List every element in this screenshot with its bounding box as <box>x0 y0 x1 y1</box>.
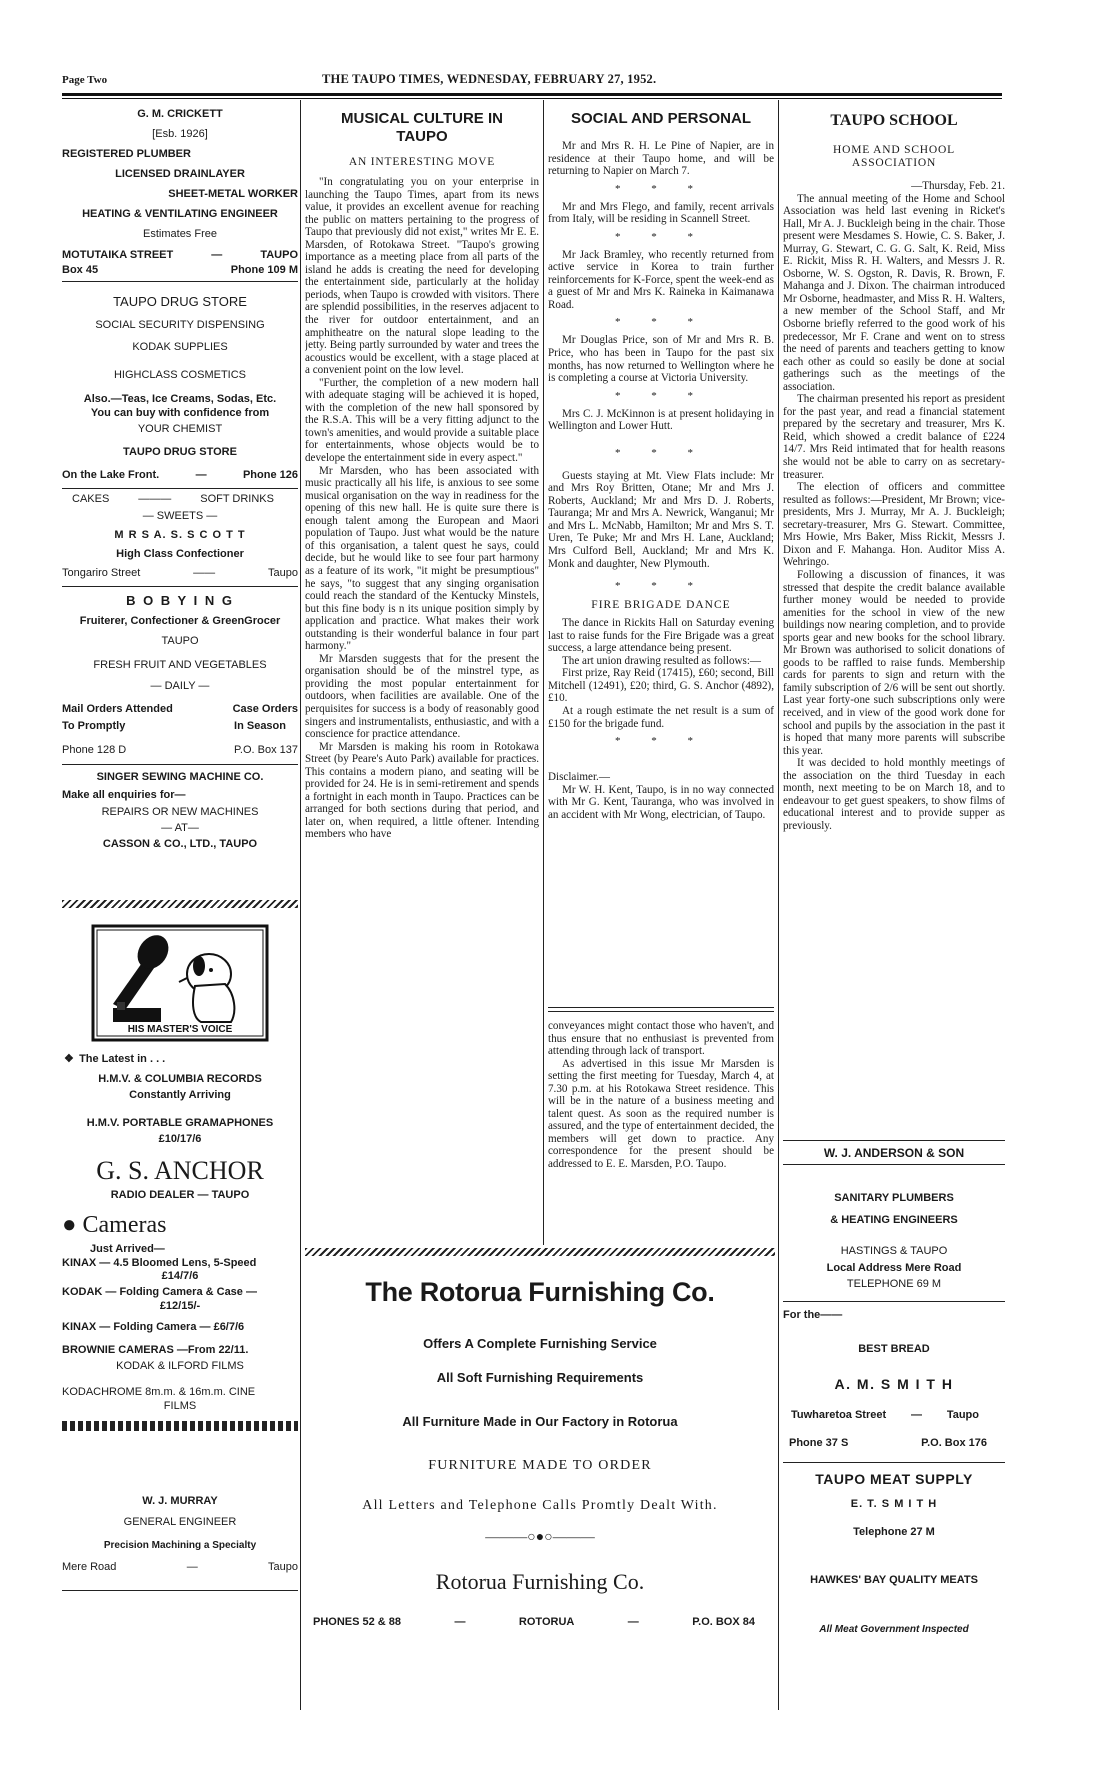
masthead-rule-thin <box>62 98 1002 99</box>
ad-divider <box>783 1462 1005 1463</box>
article-paragraph: The dance in Rickits Hall on Saturday evening last to raise funds for the Fire Brigade was a great success, a large attendance being present. <box>548 617 774 655</box>
separator-stars: * * * <box>615 230 707 243</box>
column4-ads <box>783 1143 1005 1723</box>
ad-address: Tuwharetoa Street — Taupo <box>791 1409 979 1421</box>
ad-address: Mere Road — Taupo <box>62 1561 298 1573</box>
ad-line: FILMS <box>163 1400 197 1412</box>
paper-title: THE TAUPO TIMES, WEDNESDAY, FEBRUARY 27, 1952. <box>322 72 657 86</box>
article-dateline: —Thursday, Feb. 21. <box>911 180 1005 192</box>
page-label: Page Two <box>62 74 108 86</box>
ad-name: G. S. ANCHOR <box>96 1156 264 1185</box>
singer-ad <box>62 768 298 852</box>
social-item: Mr and Mrs R. H. Le Pine of Napier, are in residence at their Taupo home, and will be returning to Napier on March 7. <box>548 140 774 178</box>
ad-line: £14/7/6 <box>161 1270 199 1282</box>
logo-caption: HIS MASTER'S VOICE <box>127 1024 233 1035</box>
hand-icon: ❖ <box>64 1053 74 1065</box>
circle-icon: ○ <box>544 1530 553 1545</box>
ad-name: The Rotorua Furnishing Co. <box>365 1277 715 1307</box>
dot-icon: ● <box>535 1530 545 1545</box>
ad-line: TELEPHONE 69 M <box>846 1278 942 1290</box>
ad-line: ❖ The Latest in . . . <box>62 1048 298 1070</box>
ad-address: MOTUTAIKA STREET — TAUPO <box>62 249 298 261</box>
article-paragraph: Mr Marsden is making his room in Rotokawa Street (by Peare's Auto Park) available for practices. This contains a modern piano, and seating will be provided for 24. He is in semi-retirement and spends a fortnight in each month in Taupo. Practices can be arranged for both sections during that period, and later on, when required, a little oftener. Intending members who have <box>305 740 539 841</box>
scott-ad <box>62 491 298 584</box>
ad-line: SANITARY PLUMBERS <box>834 1192 954 1204</box>
social-item: Mr Jack Bramley, who recently returned from active service in Korea to train further reinforcements for K-Force, spent the week-end as a guest of Mr and Mrs K. Raineka in Kaimanawa Road. <box>548 248 774 311</box>
ad-divider <box>62 281 298 282</box>
ad-name: SINGER SEWING MACHINE CO. <box>96 771 264 783</box>
article-paragraph: The annual meeting of the Home and School Association was held last evening in Ricket's Hall, Mr A. J. Buckleigh being in the chair. Those present were Mesdames S. Howie, C. S. Baker, J. Murray, G. Stewart, C. G. G. Salt, K. Reid, Miss E. Rickit, Miss R. H. Walters, and Messrs J. R. Osborne, W. S. Ogston, R. Davis, R. Brown, F. Mahanga and J. Dixon. The chairman introduced Mr Osborne, headmaster, and Miss R. H. Walters, a new member of the School Staff, and Mr Osborne briefly referred to the good work of his predecessor, Mr F. Crane and went on to stress the need of parents and teachers getting to know each other as could so easily be done at social gatherings such as the meetings of the association. <box>783 192 1005 393</box>
ad-line: Precision Machining a Specialty <box>103 1540 257 1551</box>
ad-line: BEST BREAD <box>858 1343 930 1355</box>
ad-line: HAWKES' BAY QUALITY MEATS <box>810 1574 978 1586</box>
ad-line: Local Address Mere Road <box>826 1262 962 1274</box>
article-paragraph: Mr Marsden, who has been associated with music practically all his life, is anxious to see some musical organisation on the way in readiness for the opening of this new hall. He is quite sure there is enough talent among the European and Maori population of Taupo. Just what would be the nature of this organisation, a talent quest he says, could decide, but he would like to see four part harmony as a feature of its work, "it might be presumptious" he says, "to suggest that any singing organisation could reach the standard of the Kentucky Minstels, but this fine body is n its unique position simply by application and practice. What makes their work outstanding is their wonderful balance in four part harmony." <box>305 464 539 653</box>
separator-stars: * * * <box>615 182 707 195</box>
ad-line: — SWEETS — <box>142 510 218 522</box>
article-paragraph: It was decided to hold monthly meetings of the association on the third Tuesday in each month, next meeting to be on March 18, and to endeavour to get guest speakers, to show films of educational interest and to provide supper as previously. <box>783 757 1005 832</box>
ad-line: Also.—Teas, Ice Creams, Sodas, Etc. <box>83 393 277 405</box>
article-paragraph: "In congratulating you on your enterprise in launching the Taupo Times, apart from its news value, it provides an excellent avenue for reaching the public on matters pertaining to the progress of Taupo that previously did not exist," writes Mr E. E. Marsden, of Rotokawa Street. "Taupo's growing importance as a meeting place from all parts of the island he adds is creating the need for developing the entertainment side, particularly at the holiday periods, when Taupo is crowded with visitors. There are splendid possibilities, in the reserves adjacent to the river for outdoor entertainment, and an amphitheatre on the natural slope leading to the jetty. Being partly surrounded by water and trees the acoustics would be excellent, with a stage placed at a convenient point on the low level. <box>305 176 539 377</box>
ornament-divider: ———○●○——— <box>485 1530 595 1545</box>
ad-divider <box>62 764 298 765</box>
ad-line: Phone 37 S P.O. Box 176 <box>789 1437 987 1449</box>
bob-ying-ad <box>62 589 298 761</box>
bullet-icon: ● <box>62 1212 77 1238</box>
ad-divider <box>62 586 298 587</box>
cameras-heading: ● Cameras <box>62 1212 167 1238</box>
article-paragraph: At a rough estimate the net result is a sum of £150 for the brigade fund. <box>548 704 774 730</box>
separator-stars: * * * <box>615 389 707 402</box>
ad-line: [Esb. 1926] <box>152 128 208 140</box>
section-heading: FIRE BRIGADE DANCE <box>591 599 731 612</box>
article-headline: SOCIAL AND PERSONAL <box>570 110 751 127</box>
his-masters-voice-logo <box>91 924 269 1042</box>
section-divider <box>548 1007 774 1012</box>
ad-line: & HEATING ENGINEERS <box>830 1214 958 1226</box>
ad-line: TAUPO DRUG STORE <box>123 446 237 458</box>
ad-line: H.M.V. & COLUMBIA RECORDS <box>98 1073 262 1085</box>
classified-ads-column <box>62 104 298 1724</box>
article-paragraph: As advertised in this issue Mr Marsden is setting the first meeting for Tuesday, March 4, at 7.30 p.m. at his Rotokawa Street residence. This will be in the nature of a business meeting and talent quest. As soon as the required number is assured, and the type of entertainment decided, the members will get down to practice. Any correspondence for the present should be addressed to E. E. Marsden, P.O. Taupo. <box>548 1057 774 1171</box>
ad-line: KODAK SUPPLIES <box>132 341 228 353</box>
ad-line: KINAX — Folding Camera — £6/7/6 <box>62 1321 245 1333</box>
ad-line: £12/15/- <box>159 1300 201 1312</box>
social-item: Mrs C. J. McKinnon is at present holidaying in Wellington and Lower Hutt. <box>548 407 774 433</box>
ad-line: CAKES ——— SOFT DRINKS <box>72 493 274 505</box>
ad-line: Telephone 27 M <box>853 1526 935 1538</box>
ad-name: W. J. MURRAY <box>142 1495 218 1507</box>
article-paragraph: The chairman presented his report as president for the past year, and read a financial statement prepared by the secretary and treasurer, Mrs K. Reid, which showed a credit balance of £224 14/7. Mrs Reid intimated that for health reasons she would not be able to carry on as secretary-treasurer. <box>783 393 1005 481</box>
ad-line: KINAX — 4.5 Bloomed Lens, 5-Speed <box>62 1257 257 1269</box>
ad-line: HASTINGS & TAUPO <box>840 1245 948 1257</box>
ad-line: H.M.V. PORTABLE GRAMAPHONES <box>86 1117 274 1129</box>
article-paragraph: The election of officers and committee resulted as follows:—President, Mr Brown; vice-presidents, Mrs J. Murray, Mr A. J. Buckleigh; secretary-treasurer, Mrs G. Stewart. Committee, Mrs Howie, Mrs Baker, Miss Rickit, Messrs J. Dixon and F. Mahanga. Hon. Auditor Miss A. Wehringo. <box>783 481 1005 569</box>
ad-line: SHEET-METAL WORKER <box>168 188 298 200</box>
ad-footer: PHONES 52 & 88 — ROTORUA — P.O. BOX 84 <box>313 1616 755 1628</box>
ad-line: CASSON & CO., LTD., TAUPO <box>102 838 258 850</box>
ad-divider <box>62 1590 298 1591</box>
column-rule <box>543 100 544 1245</box>
ad-name: B O B Y I N G <box>126 593 234 608</box>
article-subhead: HOME AND SCHOOL ASSOCIATION <box>833 144 955 169</box>
ad-line: High Class Confectioner <box>116 548 244 560</box>
ad-line: — DAILY — <box>150 680 210 692</box>
ad-line: RADIO DEALER — TAUPO <box>110 1189 250 1201</box>
article-subhead: AN INTERESTING MOVE <box>348 156 496 168</box>
ad-line: BROWNIE CAMERAS —From 22/11. <box>62 1344 249 1356</box>
article-social-personal <box>548 106 774 1004</box>
ad-line: Constantly Arriving <box>129 1089 231 1101</box>
ad-signature: Rotorua Furnishing Co. <box>435 1569 645 1594</box>
ad-line: REGISTERED PLUMBER <box>62 148 191 160</box>
ad-line: Phone 128 D P.O. Box 137 <box>62 744 298 756</box>
ad-line: All Meat Government Inspected <box>819 1624 969 1635</box>
ad-divider <box>62 488 298 489</box>
masthead-rule <box>62 93 1002 96</box>
ad-name: W. J. ANDERSON & SON <box>823 1146 965 1160</box>
disclaimer-heading: Disclaimer.— <box>548 771 610 784</box>
separator-stars: * * * <box>615 316 707 329</box>
ad-line: E. T. S M I T H <box>850 1498 938 1510</box>
column-rule <box>300 100 301 1710</box>
ad-line: TAUPO <box>161 635 199 647</box>
ad-line: For the—— <box>783 1309 843 1321</box>
article-musical-culture <box>305 106 539 1246</box>
anderson-ad <box>783 1143 1005 1293</box>
column-rule <box>778 100 779 1710</box>
ad-name: M R S A. S. S C O T T <box>114 529 246 541</box>
social-item: Mr and Mrs Flego, and family, recent arrivals from Italy, will be residing in Scannell Street. <box>548 200 774 226</box>
social-item: Mr Douglas Price, son of Mr and Mrs R. B. Price, who has been in Taupo for the past six months, has now returned to Wellington where he is completing a course at Victoria University. <box>548 334 774 385</box>
ad-line: HIGHCLASS COSMETICS <box>113 369 247 381</box>
article-paragraph: First prize, Ray Reid (17415), £60; second, Bill Mitchell (12491), £20; third, G. S. Anchor (4892), £10. <box>548 667 774 705</box>
ad-line: KODACHROME 8m.m. & 16m.m. CINE <box>62 1386 256 1398</box>
ad-line: — AT— <box>161 822 199 834</box>
ad-line: FURNITURE MADE TO ORDER <box>428 1458 652 1473</box>
ad-border-pattern <box>305 1248 775 1256</box>
ad-address: On the Lake Front. — Phone 126 <box>62 469 298 481</box>
ad-line: You can buy with confidence from <box>90 407 270 419</box>
ad-line: Make all enquiries for— <box>62 789 186 801</box>
article-paragraph: conveyances might contact those who haven't, and thus ensure that no enthusiast is prevented from attending through lack of transport. <box>548 1020 774 1058</box>
rotorua-furnishing-ad <box>305 1260 775 1700</box>
am-smith-ad <box>783 1306 1005 1452</box>
article-paragraph: The art union drawing resulted as follows:— <box>562 654 762 667</box>
ad-line: Mail Orders Attended Case Orders <box>62 703 298 715</box>
ad-line: £10/17/6 <box>158 1133 202 1145</box>
ad-line: All Letters and Telephone Calls Promtly Dealt With. <box>362 1498 718 1513</box>
social-item: Guests staying at Mt. View Flats include: Mr and Mrs Roy Britten, Otane; Mr and Mrs J. Roberts, Auckland; Mr and Mrs D. J. Roberts, Tauranga; Mr and Mrs A. Newrick, Wanganui; Mr and Mrs L. McNabb, Hamilton; Mr and Mrs S. T. Uren, Te Puke; Mr and Mrs H. Lane, Auckland; Mrs Culford Bell, Auckland; Mr and Mrs K. Monk and daughter, New Plymouth. <box>548 469 774 570</box>
ad-line: Offers A Complete Furnishing Service <box>423 1336 657 1351</box>
ad-address: Tongariro Street —— Taupo <box>62 567 298 579</box>
ad-divider <box>783 1140 1005 1141</box>
article-musical-culture-continued <box>548 1020 774 1242</box>
ad-divider <box>783 1301 1005 1302</box>
ad-line: To Promptly In Season <box>62 720 286 732</box>
article-headline: TAUPO SCHOOL <box>830 112 958 129</box>
article-paragraph: "Further, the completion of a new modern hall with adequate staging will be achieved it is hoped, with the completion of the new hall sponsored by the R.S.A. This will be a very fitting adjunct to the town's amenities, and would provide a suitable place for entertainments, whose objects would be to develope the entertainment side in every aspect." <box>305 376 539 465</box>
meat-supply-ad <box>783 1469 1005 1641</box>
ad-border-pattern <box>62 900 298 908</box>
disclaimer-text: Mr W. H. Kent, Taupo, is in no way connected with Mr G. Kent, Tauranga, who was involved in an accident with Mr Wong, electrician, of Taupo. <box>548 783 774 821</box>
separator-stars: * * * <box>615 446 707 459</box>
ad-line: All Furniture Made in Our Factory in Rotorua <box>402 1414 678 1429</box>
ad-line: KODAK — Folding Camera & Case — <box>62 1286 257 1298</box>
circle-icon: ○ <box>527 1530 536 1545</box>
article-taupo-school <box>783 106 1005 1138</box>
article-paragraph: Following a discussion of finances, it was stressed that despite the credit balance available further money would be needed to provide amenities for the school in view of the new buildings now nearing completion, and to provide sports gear and new books for the school library. Mr Brown was authorised to solicit donations of goods to be raffled to raise funds. Membership cards for parents to sign and return with the family subscription of 2/6 will be sent out shortly. Last year forty-one such subscriptions only were received, and in view of the good work done for school and pupils by the association in the past it is hoped that many more parents will subscribe this year. <box>783 568 1005 757</box>
drug-store-ad <box>62 290 298 484</box>
ad-name: A. M. S M I T H <box>834 1376 954 1392</box>
murray-ad <box>62 1491 298 1575</box>
ad-box: Box 45 Phone 109 M <box>62 264 298 276</box>
ad-line: YOUR CHEMIST <box>137 423 223 435</box>
ad-line: HEATING & VENTILATING ENGINEER <box>82 208 278 220</box>
ad-line: All Soft Furnishing Requirements <box>436 1370 644 1385</box>
ad-line: Fruiterer, Confectioner & GreenGrocer <box>79 615 281 627</box>
separator-stars: * * * <box>615 580 707 593</box>
ad-line: GENERAL ENGINEER <box>123 1516 237 1528</box>
article-paragraph: Mr Marsden suggests that for the present the organisation should be of the minstrel type, as providing the most popular entertainment for outdoors, when facilities are available. One of the perquisites for success is a body of reasonably good singers and instrumentalists, enthusiastic, and with a conscience for practice attendance. <box>305 652 539 741</box>
ad-name: G. M. CRICKETT <box>137 108 223 120</box>
ad-line: Just Arrived— <box>90 1243 165 1255</box>
ad-line: REPAIRS OR NEW MACHINES <box>101 806 259 818</box>
separator-stars: * * * <box>615 735 707 748</box>
masthead <box>62 70 1002 90</box>
ad-line: Estimates Free <box>143 228 217 240</box>
ad-line: LICENSED DRAINLAYER <box>115 168 245 180</box>
crickett-ad <box>62 104 298 278</box>
ad-line: SOCIAL SECURITY DISPENSING <box>95 319 265 331</box>
ad-line: FRESH FRUIT AND VEGETABLES <box>93 659 267 671</box>
hmv-ad <box>62 924 298 1413</box>
ad-border-pattern <box>62 1421 298 1431</box>
ad-name: TAUPO MEAT SUPPLY <box>815 1471 973 1487</box>
ad-line: KODAK & ILFORD FILMS <box>116 1360 244 1372</box>
ad-name: TAUPO DRUG STORE <box>113 294 247 309</box>
article-headline: MUSICAL CULTURE IN TAUPO <box>341 110 503 145</box>
